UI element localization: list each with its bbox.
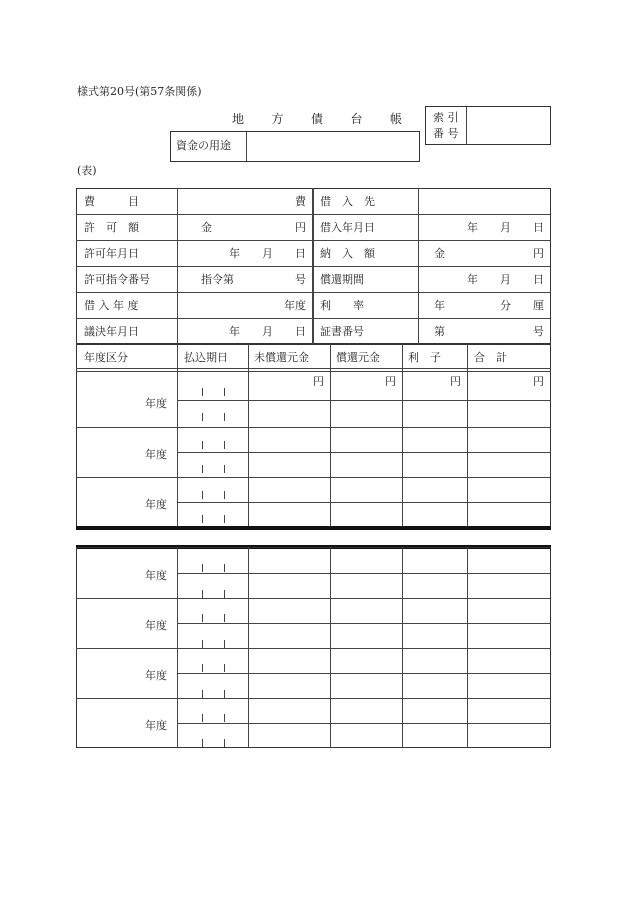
info-label: 議決年月日 xyxy=(84,325,139,338)
unit-label: 円 xyxy=(313,375,324,388)
info-value-prefix: 第 xyxy=(434,325,445,338)
info-value-suffix: 円 xyxy=(295,221,306,234)
unit-label: 円 xyxy=(450,375,461,388)
info-label: 証書番号 xyxy=(320,325,364,338)
col-header-interest: 利 子 xyxy=(408,351,441,364)
info-label: 許可指令番号 xyxy=(84,273,150,286)
info-label: 借 入 年 度 xyxy=(84,299,139,312)
col-header-year-division: 年度区分 xyxy=(84,351,128,364)
col-header-total: 合 計 xyxy=(474,351,507,364)
col-header-payment-date: 払込期日 xyxy=(184,351,228,364)
col-header-unredeemed-principal: 未償還元金 xyxy=(254,351,309,364)
title-char: 方 xyxy=(271,112,284,126)
info-label: 借 入 先 xyxy=(320,195,375,208)
info-value-suffix: 分 厘 xyxy=(500,299,544,312)
info-value-suffix: 年 月 日 xyxy=(229,325,306,338)
year-label: 年度 xyxy=(145,569,167,582)
info-label: 借入年月日 xyxy=(320,221,375,234)
info-value-prefix: 年 xyxy=(434,299,445,312)
info-value-suffix: 年 月 日 xyxy=(467,221,544,234)
ledger-title xyxy=(232,110,402,127)
title-char: 帳 xyxy=(389,112,402,126)
info-value-prefix: 指令第 xyxy=(201,273,234,286)
year-label: 年度 xyxy=(145,397,167,410)
info-value-suffix: 円 xyxy=(533,247,544,260)
title-char: 台 xyxy=(350,112,363,126)
thick-divider xyxy=(76,526,551,530)
info-value-suffix: 年 月 日 xyxy=(229,247,306,260)
info-value-suffix: 年 月 日 xyxy=(467,273,544,286)
purpose-label: 資金の用途 xyxy=(176,139,231,152)
index-label-2: 番 号 xyxy=(433,127,459,140)
info-value-suffix: 費 xyxy=(295,195,306,208)
info-value-prefix: 金 xyxy=(434,247,445,260)
info-label: 納 入 額 xyxy=(320,247,375,260)
unit-label: 円 xyxy=(533,375,544,388)
info-label: 許 可 額 xyxy=(84,221,139,234)
year-label: 年度 xyxy=(145,498,167,511)
side-label: (表) xyxy=(77,164,97,177)
info-label: 償還期間 xyxy=(320,273,364,286)
col-header-redeemed-principal: 償還元金 xyxy=(336,351,380,364)
form-number: 様式第20号(第57条関係) xyxy=(77,85,202,98)
info-label: 費 目 xyxy=(84,195,139,208)
index-number-field[interactable] xyxy=(467,107,550,144)
unit-label: 円 xyxy=(385,375,396,388)
year-label: 年度 xyxy=(145,669,167,682)
info-value-prefix: 金 xyxy=(201,221,212,234)
info-label: 許可年月日 xyxy=(84,247,139,260)
info-label: 利 率 xyxy=(320,299,364,312)
info-value-suffix: 号 xyxy=(533,325,544,338)
index-label-1: 索 引 xyxy=(433,111,459,124)
year-label: 年度 xyxy=(145,619,167,632)
year-label: 年度 xyxy=(145,448,167,461)
title-char: 地 xyxy=(232,112,245,126)
year-label: 年度 xyxy=(145,719,167,732)
title-char: 債 xyxy=(310,112,323,126)
info-value-suffix: 号 xyxy=(295,273,306,286)
purpose-field[interactable] xyxy=(247,132,419,161)
info-value-suffix: 年度 xyxy=(284,299,306,312)
